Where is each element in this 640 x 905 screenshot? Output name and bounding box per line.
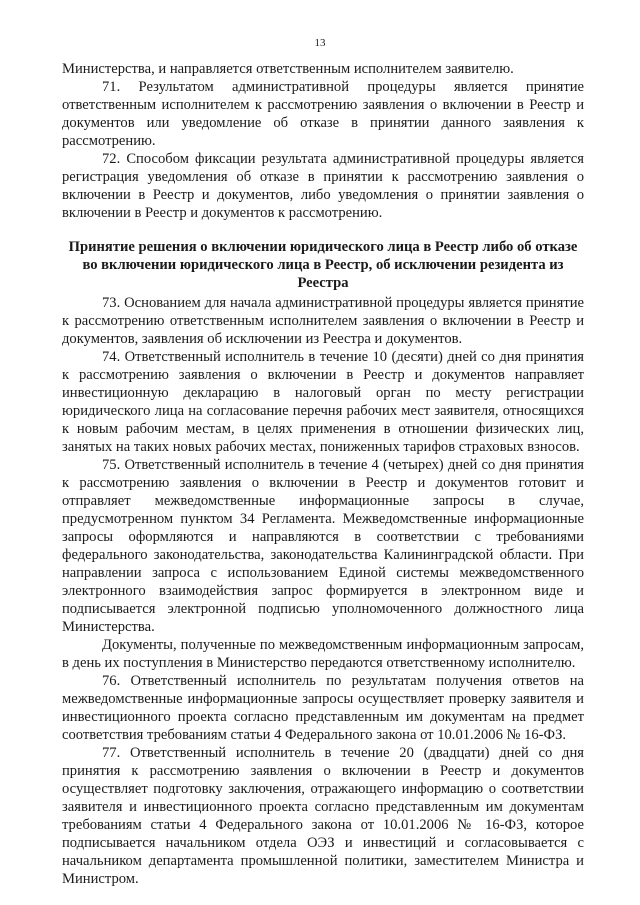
document-body xyxy=(62,60,584,888)
paragraph: Министерства, и направляется ответственным исполнителем заявителю. xyxy=(62,61,514,77)
paragraph: 77. Ответственный исполнитель в течение 20 (двадцати) дней со дня принятия к рассмотрению заявления о включении в Реестр и документов осуществляет подготовку заключения, отражающего информацию о соответствии заявителя и инвестиционного проекта согласно представленным им документам требованиям статьи 4 Федерального закона от 10.01.2006 № 16-ФЗ, которое подписывается начальником отдела ОЭЗ и инвестиций и согласовывается с начальником департамента промышленной политики, заместителем Министра и Министром. xyxy=(62,745,584,887)
paragraph: 73. Основанием для начала административной процедуры является принятие к рассмотрению ответственным исполнителем заявления о включении в Реестр и документов, заявления об исключении из Реестра и документов. xyxy=(62,295,584,347)
page-number: 13 xyxy=(314,37,326,49)
paragraph: 72. Способом фиксации результата административной процедуры является регистрация уведомления об отказе в принятии к рассмотрению заявления о включении в Реестр и документов, либо уведомления о принятии заявления о включении в Реестр и документов к рассмотрению. xyxy=(62,151,584,221)
paragraph: Документы, полученные по межведомственным информационным запросам, в день их поступления в Министерство передаются ответственному исполнителю. xyxy=(62,637,584,671)
paragraph: 74. Ответственный исполнитель в течение 10 (десяти) дней со дня принятия к рассмотрению заявления о включении в Реестр и документов направляет инвестиционную декларацию в налоговый орган по месту регистрации юридического лица на согласование перечня рабочих мест заявителя, относящихся к новым рабочим местам, в целях применения в отношении физических лиц, занятых на таких новых рабочих местах, пониженных тарифов страховых взносов. xyxy=(62,349,584,455)
section-heading xyxy=(62,238,584,292)
section-gap xyxy=(62,222,584,234)
paragraph: 76. Ответственный исполнитель по результатам получения ответов на межведомственные информационные запросы осуществляет проверку заявителя и инвестиционного проекта согласно представленным им документам на предмет соответствия требованиям статьи 4 Федерального закона от 10.01.2006 № 16-ФЗ. xyxy=(62,673,584,743)
paragraph: 75. Ответственный исполнитель в течение 4 (четырех) дней со дня принятия к рассмотрению заявления о включении в Реестр и документов готовит и отправляет межведомственные информационные запросы в случае, предусмотренном пунктом 34 Регламента. Межведомственные информационные запросы оформляются и направляются в соответствии с требованиями федерального законодательства, законодательства Калининградской области. При направлении запроса с использованием Единой системы межведомственного электронного взаимодействия запрос формируется в электронном виде и подписывается электронной подписью уполномоченного должностного лица Министерства. xyxy=(62,457,584,635)
section-heading-line: Принятие решения о включении юридического лица в Реестр либо об отказе xyxy=(68,239,578,255)
paragraph: 71. Результатом административной процедуры является принятие ответственным исполнителем к рассмотрению заявления о включении в Реестр и документов или уведомление об отказе в принятии данного заявления к рассмотрению. xyxy=(62,79,584,149)
section-heading-line: во включении юридического лица в Реестр, об исключении резидента из Реестра xyxy=(82,257,564,291)
